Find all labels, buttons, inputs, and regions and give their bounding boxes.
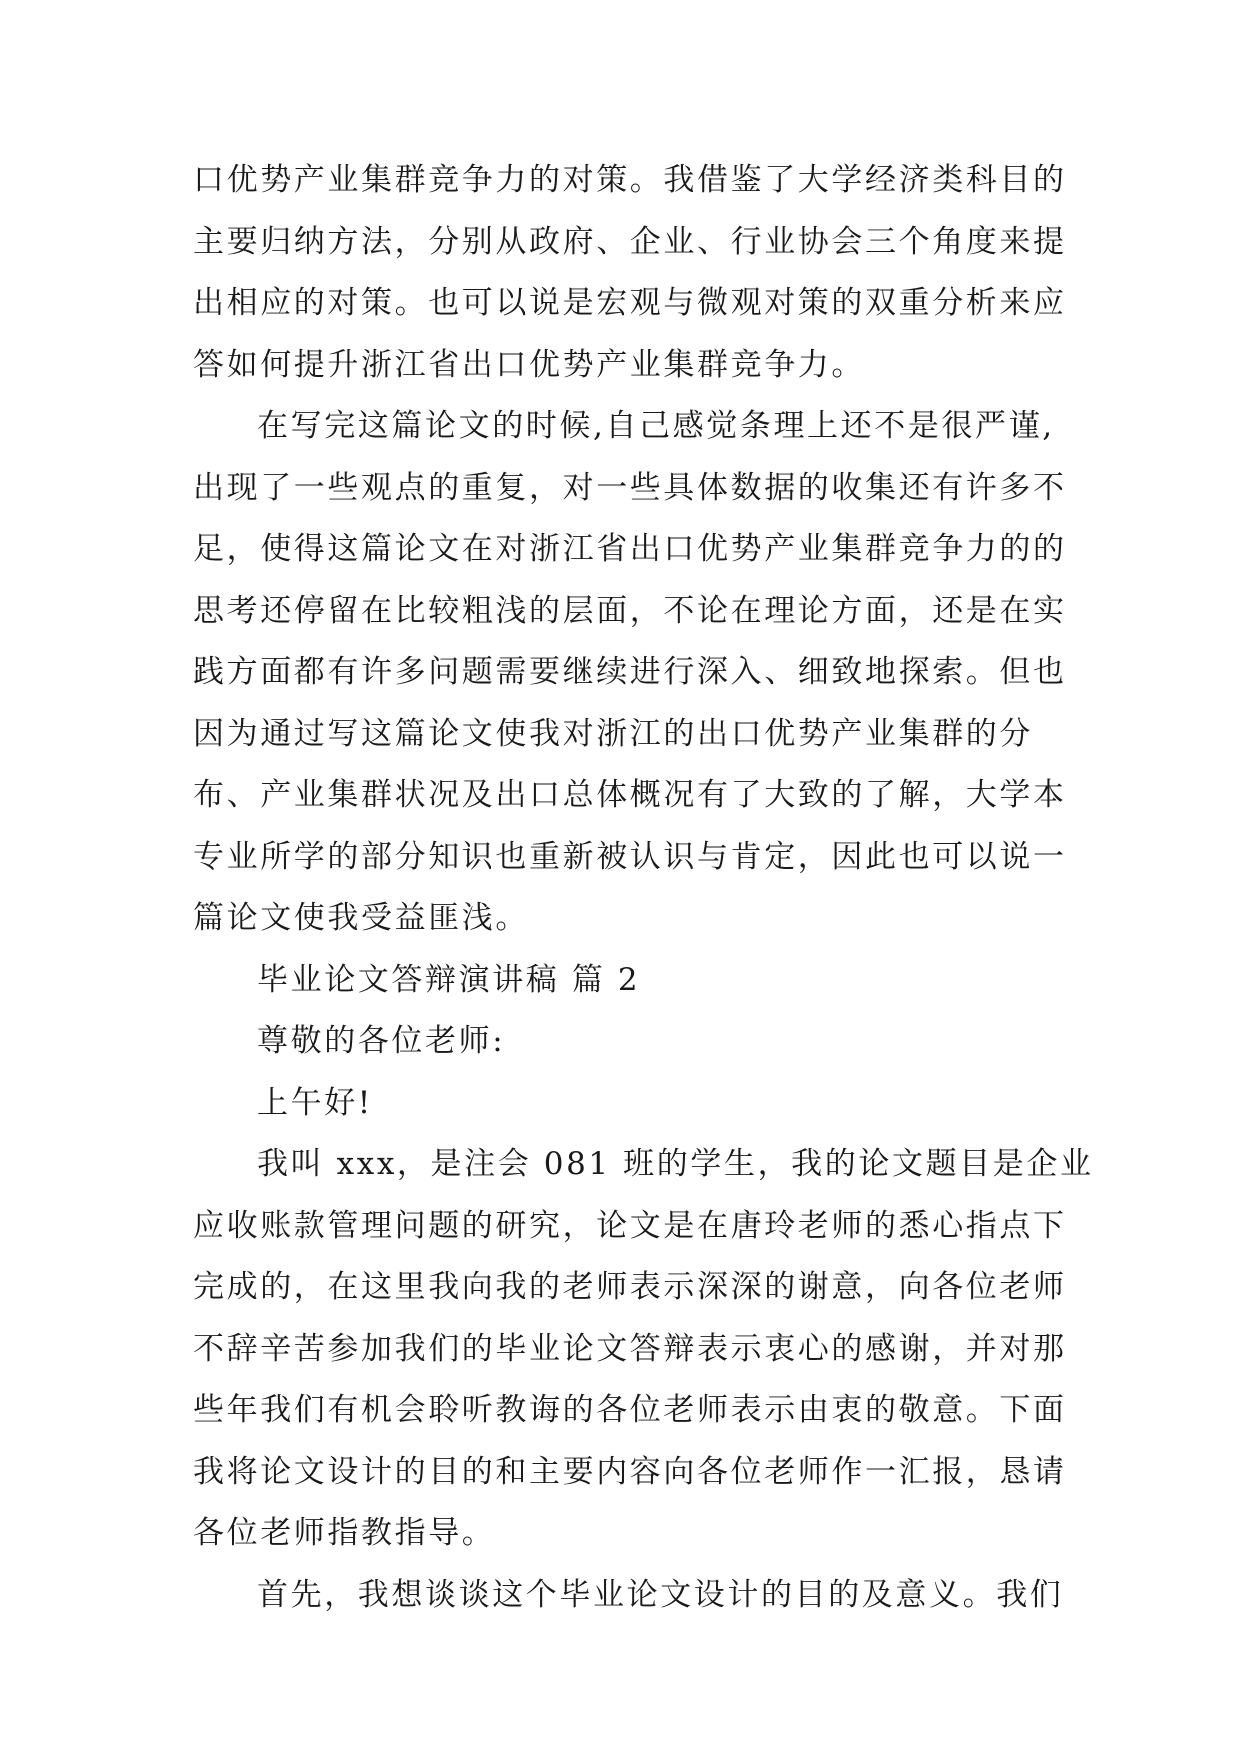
text-line: 口优势产业集群竞争力的对策。我借鉴了大学经济类科目的 bbox=[193, 162, 1067, 198]
text-line: 出相应的对策。也可以说是宏观与微观对策的双重分析来应 bbox=[193, 285, 1067, 321]
text-line: 上午好! bbox=[257, 1084, 373, 1121]
text-line: 我将论文设计的目的和主要内容向各位老师作一汇报，恳请 bbox=[193, 1453, 1067, 1490]
text-line: 足，使得这篇论文在对浙江省出口优势产业集群竞争力的的 bbox=[193, 531, 1067, 567]
greeting bbox=[193, 1073, 1049, 1135]
paragraph bbox=[193, 150, 1067, 396]
text-line: 篇论文使我受益匪浅。 bbox=[193, 900, 529, 936]
text-line: 专业所学的部分知识也重新被认识与肯定，因此也可以说一 bbox=[193, 838, 1067, 875]
text-line: 因为通过写这篇论文使我对浙江的出口优势产业集群的分 bbox=[193, 715, 1033, 752]
heading-line: 毕业论文答辩演讲稿 篇 2 bbox=[257, 961, 641, 998]
section-heading bbox=[193, 950, 1049, 1012]
document-body bbox=[193, 150, 1094, 1626]
paragraph bbox=[193, 396, 1067, 950]
text-line: 思考还停留在比较粗浅的层面，不论在理论方面，还是在实 bbox=[193, 592, 1067, 629]
text-line: 答如何提升浙江省出口优势产业集群竞争力。 bbox=[193, 346, 865, 383]
text-line: 些年我们有机会聆听教诲的各位老师表示由衷的敬意。下面 bbox=[193, 1392, 1067, 1428]
text-line: 出现了一些观点的重复，对一些具体数据的收集还有许多不 bbox=[193, 469, 1067, 506]
text-line: 完成的，在这里我向我的老师表示深深的谢意，向各位老师 bbox=[193, 1269, 1067, 1305]
text-line: 我叫 xxx，是注会 081 班的学生，我的论文题目是企业 bbox=[257, 1146, 1094, 1182]
text-line: 主要归纳方法，分别从政府、企业、行业协会三个角度来提 bbox=[193, 223, 1067, 260]
text-line: 践方面都有许多问题需要继续进行深入、细致地探索。但也 bbox=[193, 654, 1067, 690]
text-line: 首先，我想谈谈这个毕业论文设计的目的及意义。我们 bbox=[257, 1576, 1064, 1613]
text-line: 应收账款管理问题的研究，论文是在唐玲老师的悉心指点下 bbox=[193, 1207, 1067, 1244]
text-line: 布、产业集群状况及出口总体概况有了大致的了解，大学本 bbox=[193, 777, 1067, 813]
text-line: 在写完这篇论文的时候,自己感觉条理上还不是很严谨, bbox=[257, 408, 1055, 444]
paragraph bbox=[193, 1565, 1064, 1627]
text-line: 尊敬的各位老师: bbox=[257, 1023, 506, 1059]
text-line: 各位老师指教指导。 bbox=[193, 1515, 496, 1551]
salutation bbox=[193, 1011, 1049, 1073]
text-line: 不辞辛苦参加我们的毕业论文答辩表示衷心的感谢，并对那 bbox=[193, 1330, 1067, 1367]
paragraph bbox=[193, 1134, 1094, 1565]
